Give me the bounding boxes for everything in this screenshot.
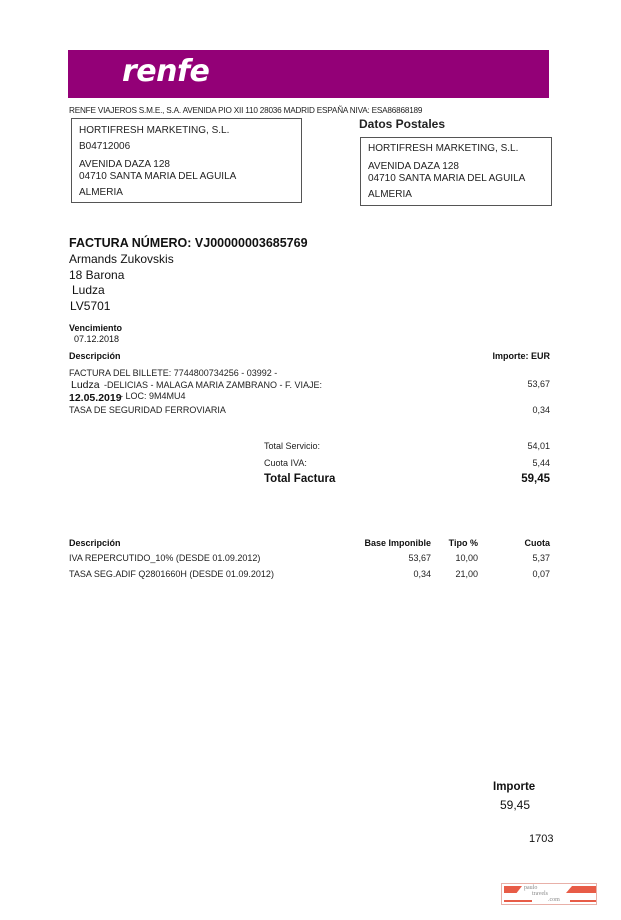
footer-amount-label: Importe [493, 781, 536, 793]
total-invoice-value: 59,45 [521, 473, 550, 485]
watermark-stamp [501, 883, 597, 905]
total-service-label: Total Servicio: [264, 441, 321, 451]
line-item-amount: 0,34 [532, 405, 550, 415]
billing-province: ALMERIA [79, 187, 123, 198]
stamp-line-right [570, 900, 596, 902]
customer-city: Ludza [72, 283, 105, 297]
stamp-text-1: paulo [524, 885, 538, 891]
due-date-value: 07.12.2018 [74, 334, 120, 344]
line-item-amount: 53,67 [527, 379, 550, 389]
tax-header-rate: Tipo % [448, 538, 478, 548]
line-item-route: -DELICIAS - MALAGA MARIA ZAMBRANO - F. VIAJE: [104, 380, 323, 390]
renfe-logo: renfe [122, 54, 210, 89]
tax-row-rate: 10,00 [455, 553, 478, 563]
invoice-number: FACTURA NÚMERO: VJ00000003685769 [69, 236, 308, 250]
total-invoice-label: Total Factura [264, 473, 336, 485]
billing-address-box [71, 118, 302, 203]
stamp-line-left [504, 900, 532, 902]
vat-label: Cuota IVA: [264, 458, 307, 468]
stamp-bar-left [504, 886, 522, 893]
vat-value: 5,44 [532, 458, 550, 468]
lines-header-amount: Importe: EUR [492, 351, 550, 361]
tax-row-rate: 21,00 [455, 569, 478, 579]
stamp-bar-right [566, 886, 596, 893]
billing-name: HORTIFRESH MARKETING, S.L. [79, 125, 230, 136]
customer-street: 18 Barona [69, 268, 125, 282]
tax-row-quota: 5,37 [532, 553, 550, 563]
tax-row-quota: 0,07 [532, 569, 550, 579]
total-service-value: 54,01 [527, 441, 550, 451]
billing-street: AVENIDA DAZA 128 [79, 159, 170, 170]
postal-city: 04710 SANTA MARIA DEL AGUILA [368, 173, 526, 184]
line-item-text: TASA DE SEGURIDAD FERROVIARIA [69, 405, 226, 415]
postal-address-title: Datos Postales [359, 117, 446, 131]
brand-banner [68, 50, 549, 98]
customer-postcode: LV5701 [70, 299, 111, 313]
due-date-label: Vencimiento [69, 323, 123, 333]
line-item-locator: - LOC: 9M4MU4 [120, 391, 186, 401]
postal-address-box [360, 137, 552, 206]
lines-header-description: Descripción [69, 351, 121, 361]
tax-row-base: 53,67 [408, 553, 431, 563]
footer-code: 1703 [529, 833, 554, 845]
billing-tax-id: B04712006 [79, 141, 131, 152]
issuer-company-line: RENFE VIAJEROS S.M.E., S.A. AVENIDA PIO XII 110 28036 MADRID ESPAÑA NIVA: ESA86868189 [69, 106, 423, 115]
customer-name: Armands Zukovskis [69, 252, 174, 266]
billing-city: 04710 SANTA MARIA DEL AGUILA [79, 171, 237, 182]
tax-row-base: 0,34 [413, 569, 431, 579]
line-item-travel-date: 12.05.2019 [69, 392, 122, 404]
tax-header-base: Base Imponible [364, 538, 431, 548]
postal-province: ALMERIA [368, 189, 412, 200]
tax-header-quota: Cuota [524, 538, 550, 548]
stamp-text-2: travels [532, 891, 548, 897]
line-item-origin: Ludza [71, 379, 100, 391]
postal-street: AVENIDA DAZA 128 [368, 161, 459, 172]
tax-row-description: TASA SEG.ADIF Q2801660H (DESDE 01.09.2012) [69, 569, 274, 579]
tax-header-description: Descripción [69, 538, 121, 548]
postal-name: HORTIFRESH MARKETING, S.L. [368, 143, 519, 154]
stamp-text-3: .com [548, 897, 560, 903]
line-item-text: FACTURA DEL BILLETE: 7744800734256 - 03992 - [69, 368, 278, 378]
footer-amount-value: 59,45 [500, 798, 531, 812]
tax-row-description: IVA REPERCUTIDO_10% (DESDE 01.09.2012) [69, 553, 261, 563]
